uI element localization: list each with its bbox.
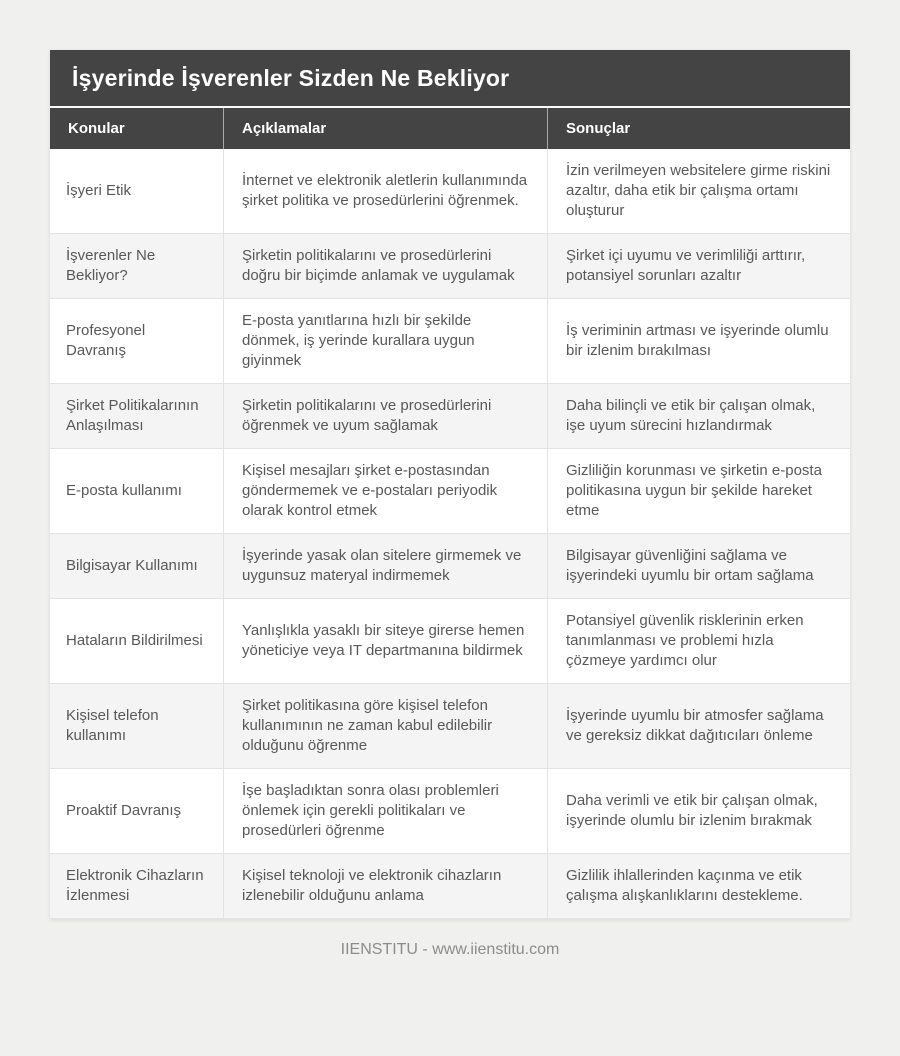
result-cell: Potansiyel güvenlik risklerinin erken tanımlanması ve problemi hızla çözmeye yardımcı olur	[547, 599, 850, 683]
table-row	[50, 533, 850, 598]
topic-cell: Şirket Politikalarının Anlaşılması	[66, 397, 199, 434]
description-cell: Şirketin politikalarını ve prosedürlerini doğru bir biçimde anlamak ve uygulamak	[223, 234, 547, 298]
table-row	[50, 448, 850, 533]
topic-cell: Kişisel telefon kullanımı	[66, 707, 159, 744]
description-cell: Şirket politikasına göre kişisel telefon kullanımının ne zaman kabul edilebilir olduğunu öğrenme	[223, 684, 547, 768]
table-body	[50, 149, 850, 919]
result-cell: İzin verilmeyen websitelere girme riskini azaltır, daha etik bir çalışma ortamı oluşturur	[547, 149, 850, 233]
description-cell: E-posta yanıtlarına hızlı bir şekilde dönmek, iş yerinde kurallara uygun giyinmek	[223, 299, 547, 383]
table-row	[50, 598, 850, 683]
topic-cell: İşverenler Ne Bekliyor?	[66, 247, 156, 284]
topic-cell: E-posta kullanımı	[66, 482, 182, 499]
table-row	[50, 233, 850, 298]
topic-cell: Elektronik Cihazların İzlenmesi	[66, 867, 204, 904]
description-cell: Şirketin politikalarını ve prosedürlerini öğrenmek ve uyum sağlamak	[223, 384, 547, 448]
table-header-row	[50, 108, 850, 149]
description-cell: İşyerinde yasak olan sitelere girmemek ve uygunsuz materyal indirmemek	[223, 534, 547, 598]
description-cell: Yanlışlıkla yasaklı bir siteye girerse hemen yöneticiye veya IT departmanına bildirmek	[223, 599, 547, 683]
description-cell: İnternet ve elektronik aletlerin kullanımında şirket politika ve prosedürlerini öğrenmek.	[223, 149, 547, 233]
footer-text: IIENSTITU - www.iienstitu.com	[340, 941, 560, 958]
table-row	[50, 683, 850, 768]
topic-cell: Bilgisayar Kullanımı	[66, 557, 198, 574]
footer	[0, 941, 900, 959]
description-cell: Kişisel teknoloji ve elektronik cihazların izlenebilir olduğunu anlama	[223, 854, 547, 918]
column-header-sonuclar: Sonuçlar	[547, 108, 850, 149]
result-cell: Daha verimli ve etik bir çalışan olmak, işyerinde olumlu bir izlenim bırakmak	[547, 769, 850, 853]
result-cell: Daha bilinçli ve etik bir çalışan olmak, işe uyum sürecini hızlandırmak	[547, 384, 850, 448]
table-row	[50, 149, 850, 233]
expectations-table	[50, 50, 850, 919]
topic-cell: Hataların Bildirilmesi	[66, 632, 203, 649]
result-cell: Bilgisayar güvenliğini sağlama ve işyerindeki uyumlu bir ortam sağlama	[547, 534, 850, 598]
topic-cell: Proaktif Davranış	[66, 802, 182, 819]
page-title: İşyerinde İşverenler Sizden Ne Bekliyor	[72, 64, 510, 91]
result-cell: Şirket içi uyumu ve verimliliği arttırır, potansiyel sorunları azaltır	[547, 234, 850, 298]
table-title-bar	[50, 50, 850, 108]
result-cell: Gizliliğin korunması ve şirketin e-posta politikasına uygun bir şekilde hareket etme	[547, 449, 850, 533]
result-cell: İşyerinde uyumlu bir atmosfer sağlama ve gereksiz dikkat dağıtıcıları önleme	[547, 684, 850, 768]
result-cell: İş veriminin artması ve işyerinde olumlu bir izlenim bırakılması	[547, 299, 850, 383]
topic-cell: Profesyonel Davranış	[66, 322, 146, 359]
table-row	[50, 383, 850, 448]
result-cell: Gizlilik ihlallerinden kaçınma ve etik çalışma alışkanlıklarını destekleme.	[547, 854, 850, 918]
column-header-aciklamalar: Açıklamalar	[223, 108, 547, 149]
description-cell: Kişisel mesajları şirket e-postasından göndermemek ve e-postaları periyodik olarak kontrol etmek	[223, 449, 547, 533]
table-row	[50, 853, 850, 918]
description-cell: İşe başladıktan sonra olası problemleri önlemek için gerekli politikaları ve prosedürleri öğrenme	[223, 769, 547, 853]
table-row	[50, 298, 850, 383]
table-row	[50, 768, 850, 853]
topic-cell: İşyeri Etik	[66, 182, 132, 199]
column-header-konular: Konular	[68, 120, 125, 137]
